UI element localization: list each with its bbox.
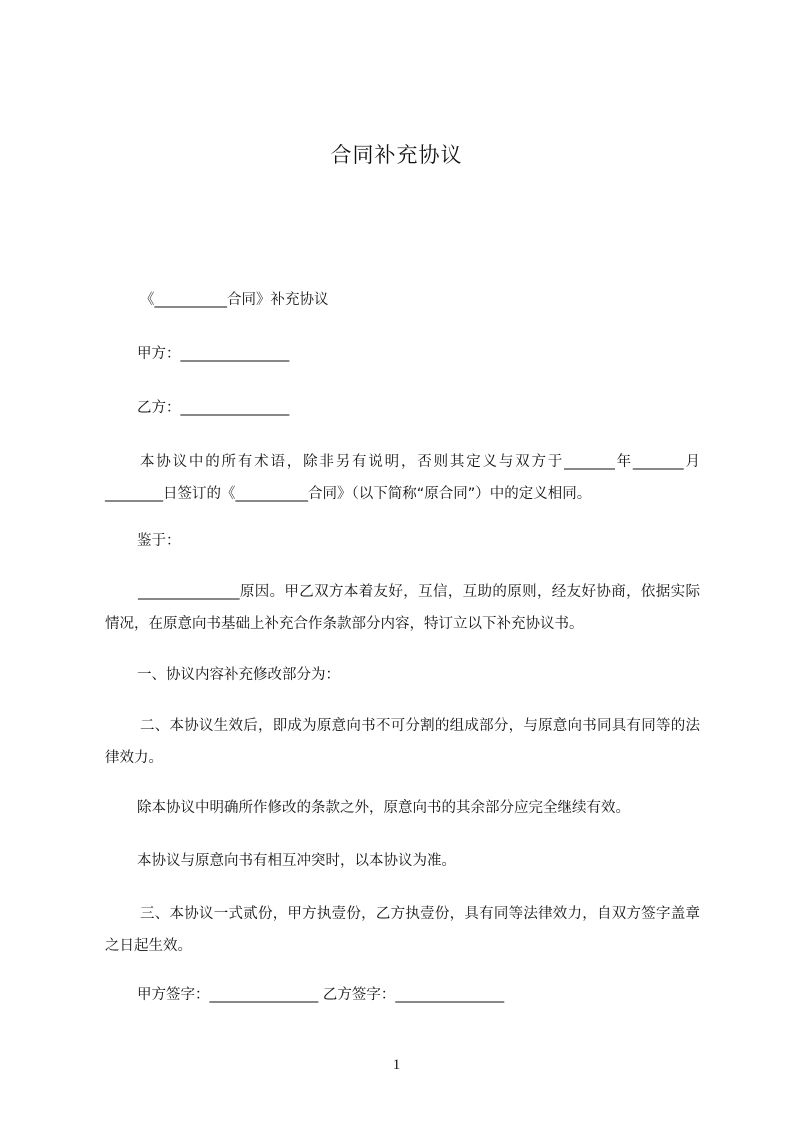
party-a-line: 甲方：_______________ — [137, 346, 290, 362]
page-number: 1 — [392, 1057, 401, 1073]
clause-1: 一、协议内容补充修改部分为： — [137, 667, 340, 683]
remainder-clause: 除本协议中明确所作修改的条款之外，原意向书的其余部分应完全继续有效。 — [137, 800, 630, 816]
conflict-clause: 本协议与原意向书有相互冲突时，以本协议为准。 — [137, 853, 456, 869]
clause-3: 三、本协议一式贰份，甲方执壹份，乙方执壹份，具有同等法律效力，自双方签字盖章之日起生效。 — [105, 906, 700, 954]
whereas-label: 鉴于： — [137, 533, 181, 549]
party-b-line: 乙方：_______________ — [137, 400, 290, 416]
document-title: 合同补充协议 — [330, 143, 463, 167]
whereas-paragraph: ______________原因。甲乙双方本着友好，互信，互助的原则，经友好协商，依据实际情况，在原意向书基础上补充合作条款部分内容，特订立以下补充协议书。 — [105, 584, 700, 632]
agreement-subtitle: 《__________合同》补充协议 — [140, 292, 329, 308]
signature-line: 甲方签字：_______________ 乙方签字：_______________ — [137, 987, 505, 1003]
clause-2: 二、本协议生效后，即成为原意向书不可分割的组成部分，与原意向书同具有同等的法律效力。 — [105, 718, 700, 766]
definitions-paragraph: 本协议中的所有术语，除非另有说明，否则其定义与双方于_______年_______月________日签订的《__________合同》（以下简称“原合同”）中的定义相同。 — [105, 454, 700, 502]
